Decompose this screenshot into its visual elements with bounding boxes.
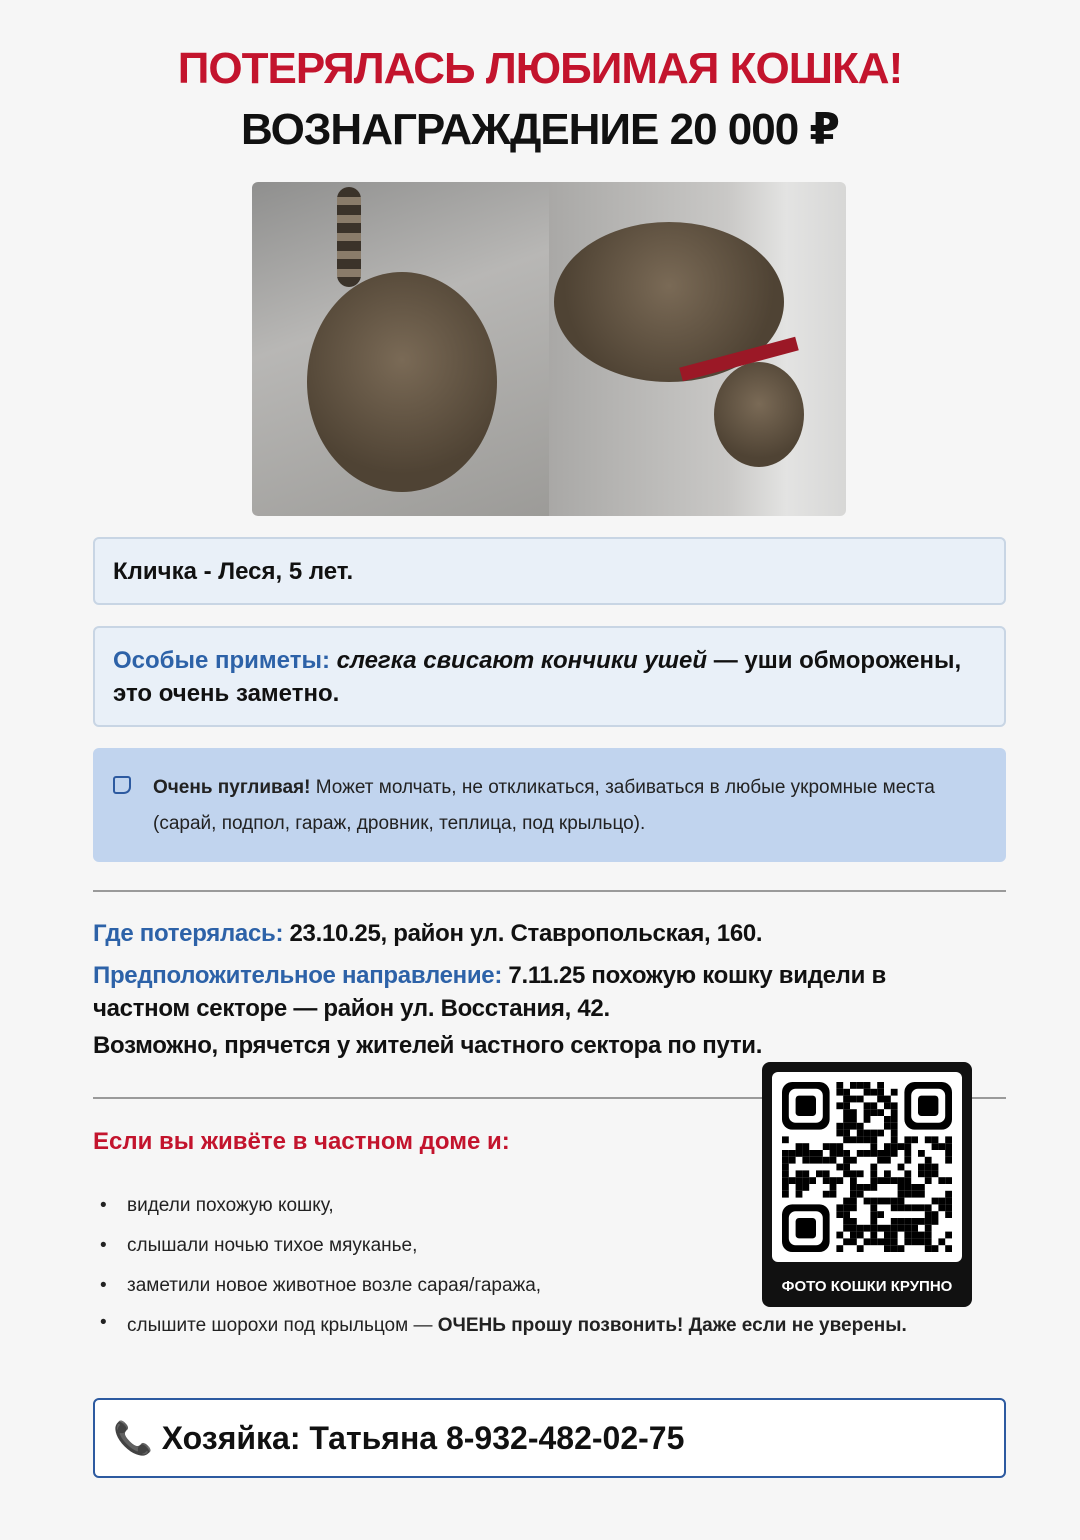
poster-title: ПОТЕРЯЛАСЬ ЛЮБИМАЯ КОШКА! — [177, 44, 903, 93]
features-italic: слегка свисают кончики ушей — [336, 647, 708, 674]
reward-heading: ВОЗНАГРАЖДЕНИЕ 20 000 ₽ — [240, 105, 840, 154]
contact-box — [93, 1398, 1006, 1478]
name-box: Кличка - Леся, 5 лет. — [93, 537, 1006, 605]
list-item: • заметили новое животное возле сарая/гаража, — [100, 1266, 930, 1306]
features-label: Особые приметы: — [113, 647, 330, 674]
direction-label: Предположительное направление: — [93, 962, 503, 989]
list-item: • видели похожую кошку, — [100, 1186, 930, 1226]
lost-text: 23.10.25, район ул. Ставропольская, 160. — [283, 920, 763, 947]
list-item-bold: ОЧЕНЬ прошу позвонить! Даже если не уверены. — [437, 1315, 907, 1336]
note-bold: Очень пугливая! — [153, 777, 311, 798]
phone-icon: 📞 — [113, 1420, 153, 1456]
note-text: Может молчать, не откликаться, забиваться в любые укромные места (сарай, подпол, гараж, дровник, теплица, под крыльцо). — [153, 777, 935, 834]
qr-code[interactable] — [762, 1062, 972, 1307]
note-icon — [113, 776, 131, 794]
qr-code-image — [782, 1082, 952, 1252]
lost-label: Где потерялась: — [93, 920, 284, 947]
cat-photo-sitting — [252, 182, 549, 516]
contact-text: Хозяйка: Татьяна 8-932-482-02-75 — [161, 1420, 685, 1456]
direction-info — [93, 959, 973, 1025]
lost-info — [93, 920, 762, 948]
list-item: • слышали ночью тихое мяуканье, — [100, 1226, 930, 1266]
features-box — [93, 626, 1006, 727]
private-heading: Если вы живёте в частном доме и: — [93, 1128, 510, 1155]
list-item-text: слышите шорохи под крыльцом — — [127, 1315, 438, 1336]
features-text: — уши обморожены, это очень заметно. — [113, 647, 962, 707]
cat-photo-lying — [549, 182, 846, 516]
cat-photos — [252, 182, 846, 516]
maybe-text: Возможно, прячется у жителей частного сектора по пути. — [93, 1032, 763, 1059]
direction-text: 7.11.25 похожую кошку видели в частном секторе — район ул. Восстания, 42. — [93, 962, 886, 1022]
divider — [93, 890, 1006, 892]
list-item — [100, 1306, 930, 1343]
note-box — [93, 748, 1006, 862]
qr-caption: ФОТО КОШКИ КРУПНО — [781, 1278, 953, 1295]
